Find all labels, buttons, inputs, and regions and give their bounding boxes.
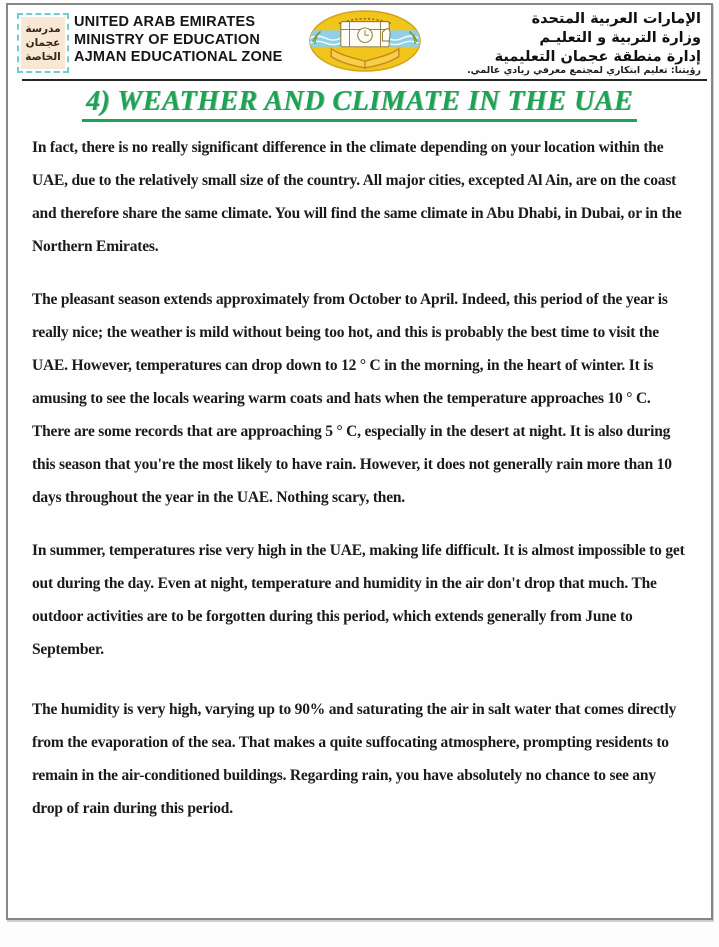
school-stamp-box — [17, 13, 69, 73]
school-stamp-line: مدرسة — [25, 23, 61, 35]
school-stamp-line: الخاصة — [25, 51, 61, 63]
vision-statement: رؤيتنا: تعليم ابتكاري لمجتمع معرفي ريادي عالمي. — [467, 65, 701, 76]
school-stamp — [21, 17, 65, 69]
school-stamp-line: عجمان — [25, 37, 61, 49]
document-page — [6, 3, 713, 920]
paragraph-summer: In summer, temperatures rise very high in the UAE, making life difficult. It is almost impossible to get out during the day. Even at night, temperature and humidity in the air don't drop that much. The outdoor activities are to be forgotten during this period, which extends generally from June to September. — [32, 542, 685, 658]
document-header — [8, 5, 711, 79]
page-title: 4) WEATHER AND CLIMATE IN THE UAE — [82, 86, 637, 122]
paragraph-humidity: The humidity is very high, varying up to 90% and saturating the air in salt water that comes directly from the evaporation of the sea. That makes a quite suffocating atmosphere, prompting residents to remain in the air-conditioned buildings. Regarding rain, you have absolutely no chance to see any drop of rain during this period. — [32, 701, 677, 817]
ministry-logo — [306, 9, 424, 73]
ministry-name-arabic-line: وزارة التربية و التعليـم — [539, 30, 701, 46]
header-divider — [22, 79, 707, 81]
ministry-logo-icon — [306, 9, 424, 73]
ministry-name-english-line: MINISTRY OF EDUCATION — [74, 31, 260, 48]
ministry-name-english-line: UNITED ARAB EMIRATES — [74, 14, 256, 30]
paragraph-climate-intro: In fact, there is no really significant difference in the climate depending on your location within the UAE, due to the relatively small size of the country. All major cities, excepted Al Ain, are on the coast and therefore share the same climate. You will find the same climate in Abu Dhabi, in Dubai, or in the Northern Emirates. — [32, 139, 682, 255]
ministry-name-arabic-line: إدارة منطقة عجمان التعليمية — [494, 49, 701, 65]
logo-fort-icon — [341, 22, 390, 47]
ministry-name-english — [74, 14, 282, 67]
title-row — [8, 86, 711, 122]
ministry-name-arabic — [495, 10, 701, 67]
ministry-name-english-line: AJMAN EDUCATIONAL ZONE — [74, 49, 283, 65]
document-body — [8, 122, 711, 825]
paragraph-pleasant-season: The pleasant season extends approximately from October to April. Indeed, this period of the year is really nice; the weather is mild without being too hot, and this is probably the best time to visit the UAE. However, temperatures can drop down to 12 ° C in the morning, in the heart of winter. It is amusing to see the locals wearing warm coats and hats when the temperature approaches 10 ° C. There are some records that are approaching 5 ° C, especially in the desert at night. It is also during this season that you're the most likely to have rain. However, it does not generally rain more than 10 days throughout the year in the UAE. Nothing scary, then. — [32, 291, 672, 506]
ministry-name-arabic-line: الإمارات العربية المتحدة — [531, 11, 701, 27]
